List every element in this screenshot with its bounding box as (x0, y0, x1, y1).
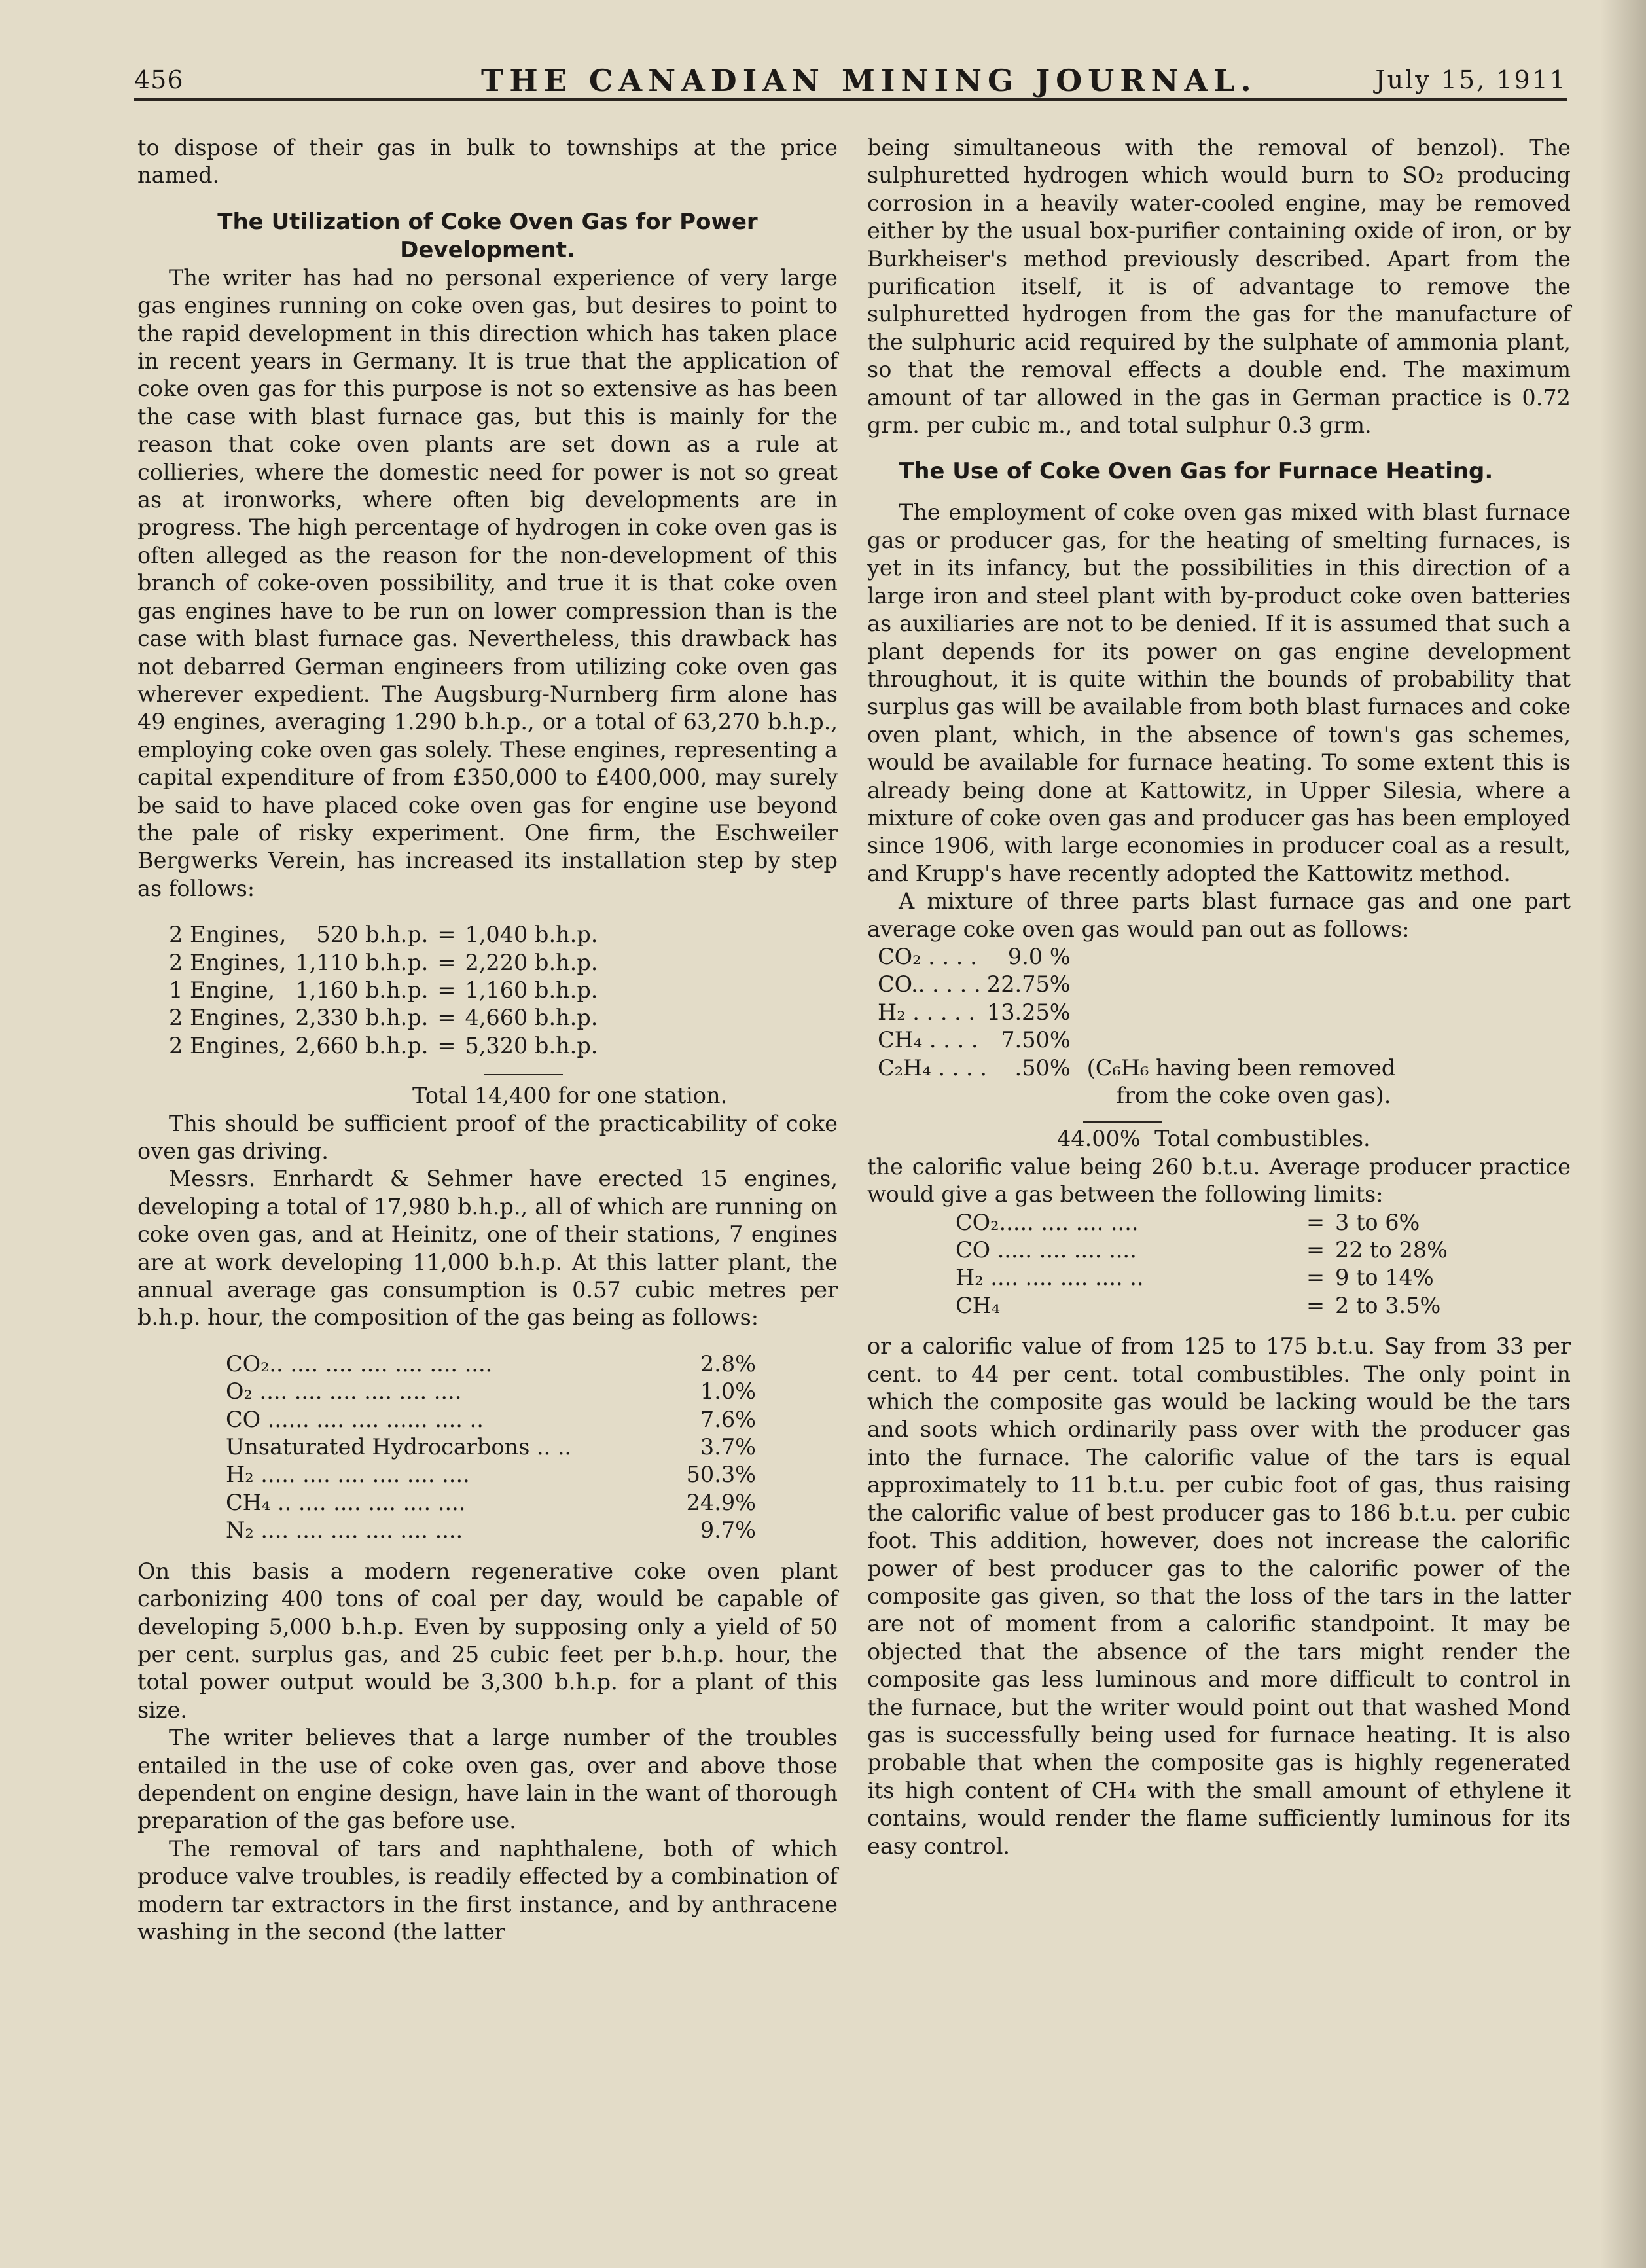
gas-label: CO₂..... .... .... .... (956, 1209, 1139, 1235)
engine-total: 5,320 b.h.p. (465, 1032, 598, 1058)
gas-note (1071, 999, 1396, 1026)
gas-note: (C₆H₆ having been removed (1086, 1054, 1396, 1081)
equals-sign: = (437, 922, 456, 948)
engine-each: 2,330 b.h.p. (295, 1005, 429, 1031)
gas-label: N₂ .... .... .... .... .... .... (226, 1517, 463, 1543)
gas-value: 9 to 14% (1335, 1265, 1434, 1291)
gas-value: 22 to 28% (1335, 1237, 1448, 1263)
gas-value: 3 to 6% (1335, 1209, 1420, 1235)
table-row (956, 1264, 1453, 1291)
gas-note (1071, 943, 1396, 971)
paragraph: The writer has had no personal experience of very large gas engines running on coke oven gas, but desires to point to the rapid development in this direction which has taken place in recent years in Germany. It is true that the application of coke oven gas for this purpose is not so extensive as has been the case with blast furnace gas, but this is mainly for the reason that coke oven plants are set down as a rule at collieries, where the domestic need for power is not so great as at ironworks, where often big developments are in progress. The high percentage of hydrogen in coke oven gas is often alleged as the reason for the non-development of this branch of coke-oven possibility, and true it is that coke oven gas engines have to be run on lower compression than is the case with blast furnace gas. Nevertheless, this drawback has not debarred German engineers from utilizing coke oven gas wherever expedient. The Augsburg-Nurnberg firm alone has 49 engines, averaging 1.290 b.h.p., or a total of 63,270 b.h.p., employing coke oven gas solely. These engines, representing a capital expenditure of from £350,000 to £400,000, may surely be said to have placed coke oven gas for engine use beyond the pale of risky experiment. One firm, the Eschweiler Bergwerks Verein, has increased its installation step by step as follows: (137, 264, 838, 901)
mixture-total-label: Total combustibles. (1154, 1126, 1370, 1152)
gas-label: CO ...... .... .... ...... .... .. (226, 1406, 484, 1432)
engine-each: 2,660 b.h.p. (295, 1032, 429, 1058)
issue-date: July 15, 1911 (1375, 65, 1567, 94)
paragraph: to dispose of their gas in bulk to townships at the price named. (137, 135, 838, 189)
equals-sign: = (437, 949, 456, 975)
equals-sign: = (1306, 1265, 1325, 1291)
table-row (226, 1350, 756, 1378)
page-edge-shadow (1600, 0, 1646, 2268)
table-row (878, 1054, 1395, 1082)
paragraph: The writer believes that a large number of the troubles entailed in the use of coke oven gas, over and above those dependent on engine design, have lain in the want of thorough preparation of the gas before use. (137, 1725, 838, 1834)
paragraph: The employment of coke oven gas mixed with blast furnace gas or producer gas, for the heating of smelting furnaces, is yet in its infancy, but the possibilities in this direction of a large iron and steel plant with by-product coke oven batteries as auxiliaries are not to be denied. If it is assumed that such a plant depends for its power on gas engine development throughout, it is quite within the bounds of probability that surplus gas will be available from both blast furnaces and coke oven plant, which, in the absence of town's gas schemes, would be available for furnace heating. To some extent this is already being done at Kattowitz, in Upper Silesia, where a mixture of coke oven gas and producer gas has been employed since 1906, with large economies in producer coal as a result, and Krupp's have recently adopted the Kattowitz method. (867, 499, 1571, 886)
table-row (878, 1026, 1395, 1054)
gas-label: CH₄ (956, 1292, 1001, 1318)
gas-label: CH₄ .. .... .... .... .... .... (226, 1489, 466, 1515)
engine-count: 2 Engines, (169, 1032, 287, 1058)
gas-label: CO₂.. .... .... .... .... .... .... (226, 1350, 493, 1377)
producer-gas-table (956, 1209, 1453, 1320)
table-row (169, 949, 607, 977)
table-row (956, 1209, 1453, 1236)
paragraph: This should be sufficient proof of the practicability of coke oven gas driving. (137, 1110, 838, 1164)
engine-total: 1,040 b.h.p. (465, 922, 598, 948)
sum-rule (484, 1074, 563, 1082)
gas-note (1071, 971, 1396, 998)
gas-value: .50% (1014, 1054, 1071, 1081)
gas-note (1071, 1026, 1396, 1054)
table-row (169, 921, 607, 948)
table-row (878, 1082, 1395, 1109)
gas-label: CO.. . . . . (878, 971, 981, 998)
engine-count: 2 Engines, (169, 949, 287, 975)
header-rule (134, 98, 1567, 101)
gas-label: CH₄ . . . . (878, 1027, 978, 1053)
equals-sign: = (1306, 1292, 1325, 1318)
paragraph: Messrs. Enrhardt & Sehmer have erected 15 engines, developing a total of 17,980 b.h.p., all of which are running on coke oven gas, and at Heinitz, one of their stations, 7 engines are at work developing 11,000 b.h.p. At this latter plant, the annual average gas consumption is 0.57 cubic metres per b.h.p. hour, the composition of the gas being as follows: (137, 1166, 838, 1331)
table-row (226, 1461, 756, 1488)
table-row (878, 943, 1395, 971)
paragraph: the calorific value being 260 b.t.u. Average producer practice would give a gas between the following limits: (867, 1153, 1571, 1208)
table-row (226, 1517, 756, 1544)
engine-count: 1 Engine, (169, 977, 276, 1003)
gas-label: H₂ .... .... .... .... .. (956, 1265, 1144, 1291)
engine-total: 4,660 b.h.p. (465, 1005, 598, 1031)
gas-value: 7.50% (1001, 1027, 1071, 1053)
paragraph: being simultaneous with the removal of benzol). The sulphuretted hydrogen which would burn to SO₂ producing corrosion in a heavily water-cooled engine, may be removed either by the usual box-purifier containing oxide of iron, or by Burkheiser's method previously described. Apart from the purification itself, it is of advantage to remove the sulphuretted hydrogen from the gas for the manufacture of the sulphuric acid required by the sulphate of ammonia plant, so that the removal effects a double end. The maximum amount of tar allowed in the gas in German practice is 0.72 grm. per cubic m., and total sulphur 0.3 grm. (867, 135, 1571, 439)
table-row (956, 1292, 1453, 1320)
engine-count: 2 Engines, (169, 1005, 287, 1031)
gas-label: CO₂ . . . . (878, 943, 977, 969)
gas-note: from the coke oven gas). (1116, 1083, 1391, 1108)
table-row (169, 977, 607, 1004)
equals-sign: = (1306, 1209, 1325, 1235)
paragraph: On this basis a modern regenerative coke oven plant carbonizing 400 tons of coal per day, would be capable of developing 5,000 b.h.p. Even by supposing only a yield of 50 per cent. surplus gas, and 25 cubic feet per b.h.p. hour, the total power output would be 3,300 b.h.p. for a plant of this size. (137, 1558, 838, 1723)
gas-value: 24.9% (686, 1489, 756, 1515)
gas-label: C₂H₄ . . . . (878, 1054, 987, 1081)
gas-value: 13.25% (986, 999, 1071, 1025)
engines-table (169, 921, 607, 1060)
gas-value: 2 to 3.5% (1335, 1292, 1441, 1318)
page-number: 456 (134, 65, 184, 94)
equals-sign: = (437, 977, 456, 1003)
gas-value: 7.6% (700, 1406, 756, 1432)
table-row (226, 1489, 756, 1517)
gas-label: O₂ .... .... .... .... .... .... (226, 1378, 462, 1405)
gas-label: H₂ ..... .... .... .... .... .... (226, 1462, 470, 1488)
paragraph: A mixture of three parts blast furnace gas and one part average coke oven gas would pan out as follows: (867, 888, 1571, 942)
table-row (226, 1406, 756, 1433)
gas-label: Unsaturated Hydrocarbons .. .. (226, 1434, 572, 1460)
left-column (137, 134, 838, 1946)
table-row (878, 999, 1395, 1026)
gas-value: 1.0% (700, 1378, 756, 1405)
mixture-total (1057, 1125, 1571, 1153)
table-row (226, 1378, 756, 1405)
gas-value: 3.7% (700, 1434, 756, 1460)
paragraph: The removal of tars and naphthalene, both of which produce valve troubles, is readily effected by a combination of modern tar extractors in the first instance, and by anthracene washing in the second (the latter (137, 1835, 838, 1945)
equals-sign: = (437, 1005, 456, 1031)
gas-composition-table (226, 1350, 756, 1545)
engine-count: 2 Engines, (169, 922, 287, 948)
journal-title: THE CANADIAN MINING JOURNAL. (481, 63, 1257, 98)
gas-value: 9.7% (700, 1517, 756, 1543)
engine-each: 1,110 b.h.p. (295, 949, 429, 975)
gas-value: 22.75% (986, 971, 1071, 998)
gas-label: CO ..... .... .... .... (956, 1237, 1137, 1263)
table-row (226, 1433, 756, 1461)
engine-each: 1,160 b.h.p. (295, 977, 429, 1003)
gas-value: 2.8% (700, 1350, 756, 1377)
gas-label: H₂ . . . . . (878, 999, 976, 1025)
equals-sign: = (437, 1032, 456, 1058)
engine-total: 2,220 b.h.p. (465, 949, 598, 975)
table-row (169, 1004, 607, 1032)
gas-value: 50.3% (686, 1462, 756, 1488)
gas-value: 9.0 % (1007, 943, 1071, 969)
table-row (878, 971, 1395, 998)
table-row (169, 1032, 607, 1060)
mixture-table (878, 943, 1395, 1109)
engine-each: 520 b.h.p. (316, 922, 429, 948)
section-heading-furnace: The Use of Coke Oven Gas for Furnace Heating. (899, 458, 1494, 485)
equals-sign: = (1306, 1237, 1325, 1263)
paragraph: or a calorific value of from 125 to 175 b.t.u. Say from 33 per cent. to 44 per cent. total combustibles. The only point in which the composite gas would be lacking would be the tars and soots which ordinarily pass over with the producer gas into the furnace. The calorific value of the tars is equal approximately to 11 b.t.u. per cubic foot of gas, thus raising the calorific value of best producer gas to 186 b.t.u. per cubic foot. This addition, however, does not increase the calorific power of best producer gas to the calorific power of the composite gas given, so that the loss of the tars in the latter are not of moment from a calorific standpoint. It may be objected that the absence of the tars might render the composite gas less luminous and more difficult to control in the furnace, but the writer would point out that washed Mond gas is successfully being used for furnace heating. It is also probable that when the composite gas is highly regenerated its high content of CH₄ with the small amount of ethylene it contains, would render the flame sufficiently luminous for its easy control. (867, 1333, 1571, 1859)
table-row (956, 1236, 1453, 1264)
right-column (867, 134, 1571, 1860)
engine-total: 1,160 b.h.p. (465, 977, 598, 1003)
mixture-total-value: 44.00% (1057, 1126, 1141, 1152)
engines-total: Total 14,400 for one station. (412, 1083, 728, 1109)
section-heading-power: The Utilization of Coke Oven Gas for Power Development. (217, 208, 758, 263)
